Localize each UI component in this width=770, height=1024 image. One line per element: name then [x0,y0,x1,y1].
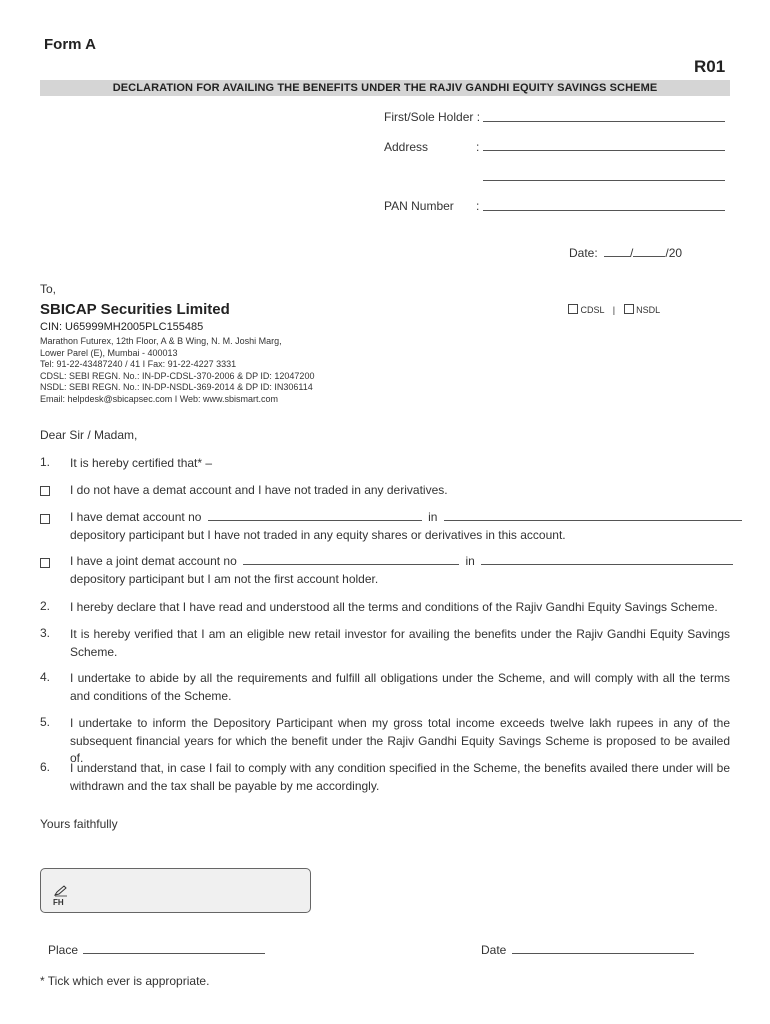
declaration-title: DECLARATION FOR AVAILING THE BENEFITS UNDER THE RAJIV GANDHI EQUITY SAVINGS SCHEME [40,80,730,96]
address-line: Lower Parel (E), Mumbai - 400013 [40,347,178,358]
to-label: To, [40,282,57,296]
option-2-in: in [428,510,438,524]
pan-input-line[interactable] [483,210,725,211]
item-number: 6. [40,760,51,774]
option-1-checkbox[interactable] [40,486,50,496]
option-2-tail: depository participant but I have not traded in any equity shares or derivatives in this account. [70,527,566,542]
option-3-checkbox[interactable] [40,558,50,568]
demat-account-no-line[interactable] [208,520,422,521]
option-3-lead: I have a joint demat account no [70,554,237,568]
nsdl-checkbox[interactable] [624,304,634,314]
option-1-text: I do not have a demat account and I have not traded in any derivatives. [70,483,448,497]
date-sep: / [630,246,634,260]
sign-date-label: Date [481,943,507,957]
item-5-text: I undertake to inform the Depository Participant when my gross total income exceeds twelve lakh rupees in any of the subsequent financial years for which the benefit under the Rajiv Gandhi Equity Savings Scheme is proposed to be availed of. [70,716,730,765]
signature-box[interactable] [40,868,311,913]
item-number: 1. [40,455,51,469]
item-number: 4. [40,670,51,684]
item-number: 3. [40,626,51,640]
fh-label: FH [53,898,64,907]
address-label: Address [384,140,429,154]
date-label: Date: [569,246,598,260]
address-line: CDSL: SEBI REGN. No.: IN-DP-CDSL-370-2006 & DP ID: 12047200 [40,370,315,381]
place-field [48,943,265,957]
option-3-tail: depository participant but I am not the first account holder. [70,571,379,586]
address-input-line-1[interactable] [483,150,725,151]
address-colon: : [476,140,480,154]
joint-demat-account-no-line[interactable] [243,564,459,565]
address-line: NSDL: SEBI REGN. No.: IN-DP-NSDL-369-2014 & DP ID: IN306114 [40,382,313,393]
holder-input-line[interactable] [483,121,725,122]
closing: Yours faithfully [40,817,118,831]
cdsl-label: CDSL [580,305,605,315]
company-cin: CIN: U65999MH2005PLC155485 [40,321,204,333]
place-label: Place [48,943,79,957]
joint-dp-name-line[interactable] [481,564,733,565]
date-field [569,246,682,260]
item-2-text: I hereby declare that I have read and understood all the terms and conditions of the Rajiv Gandhi Equity Savings Scheme. [70,600,718,614]
address-line: Tel: 91-22-43487240 / 41 I Fax: 91-22-4227 3331 [40,359,237,370]
address-input-line-2[interactable] [483,180,725,181]
depository-separator: | [612,305,616,315]
salutation: Dear Sir / Madam, [40,428,138,442]
holder-label: First/Sole Holder : [384,110,481,124]
option-2-text [70,509,730,544]
pan-label: PAN Number [384,199,454,213]
address-line: Marathon Futurex, 12th Floor, A & B Wing, N. M. Joshi Marg, [40,336,282,346]
option-3-in: in [465,554,475,568]
nsdl-label: NSDL [636,305,661,315]
company-name: SBICAP Securities Limited [40,301,230,318]
item-1-text: It is hereby certified that* – [70,456,213,470]
pan-colon: : [476,199,480,213]
sign-date-input-line[interactable] [512,953,694,954]
item-number: 2. [40,599,51,613]
item-number: 5. [40,715,51,729]
date-year: /20 [665,246,683,260]
form-ref: R01 [694,57,726,76]
item-4-text: I undertake to abide by all the requirements and fulfill all obligations under the Scheme, and will comply with all the terms and conditions of the Scheme. [70,671,730,703]
cdsl-checkbox[interactable] [568,304,578,314]
pen-icon [54,885,68,897]
date-day-line[interactable] [604,256,630,257]
company-address [40,336,314,406]
sign-date-field [481,943,694,957]
dp-name-line[interactable] [444,520,742,521]
option-3-text [70,553,730,588]
footnote: * Tick which ever is appropriate. [40,974,210,988]
depository-choice [568,304,660,316]
address-line: Email: helpdesk@sbicapsec.com I Web: www.sbismart.com [40,393,279,404]
place-input-line[interactable] [83,953,265,954]
item-3-text: It is hereby verified that I am an eligible new retail investor for availing the benefits under the Rajiv Gandhi Equity Savings Scheme. [70,627,730,659]
date-month-line[interactable] [633,256,665,257]
item-6-text: I understand that, in case I fail to comply with any condition specified in the Scheme, the benefits availed there under will be withdrawn and the tax shall be payable by me accordingly. [70,761,730,793]
form-label: Form A [44,36,96,53]
option-2-checkbox[interactable] [40,514,50,524]
option-2-lead: I have demat account no [70,510,202,524]
